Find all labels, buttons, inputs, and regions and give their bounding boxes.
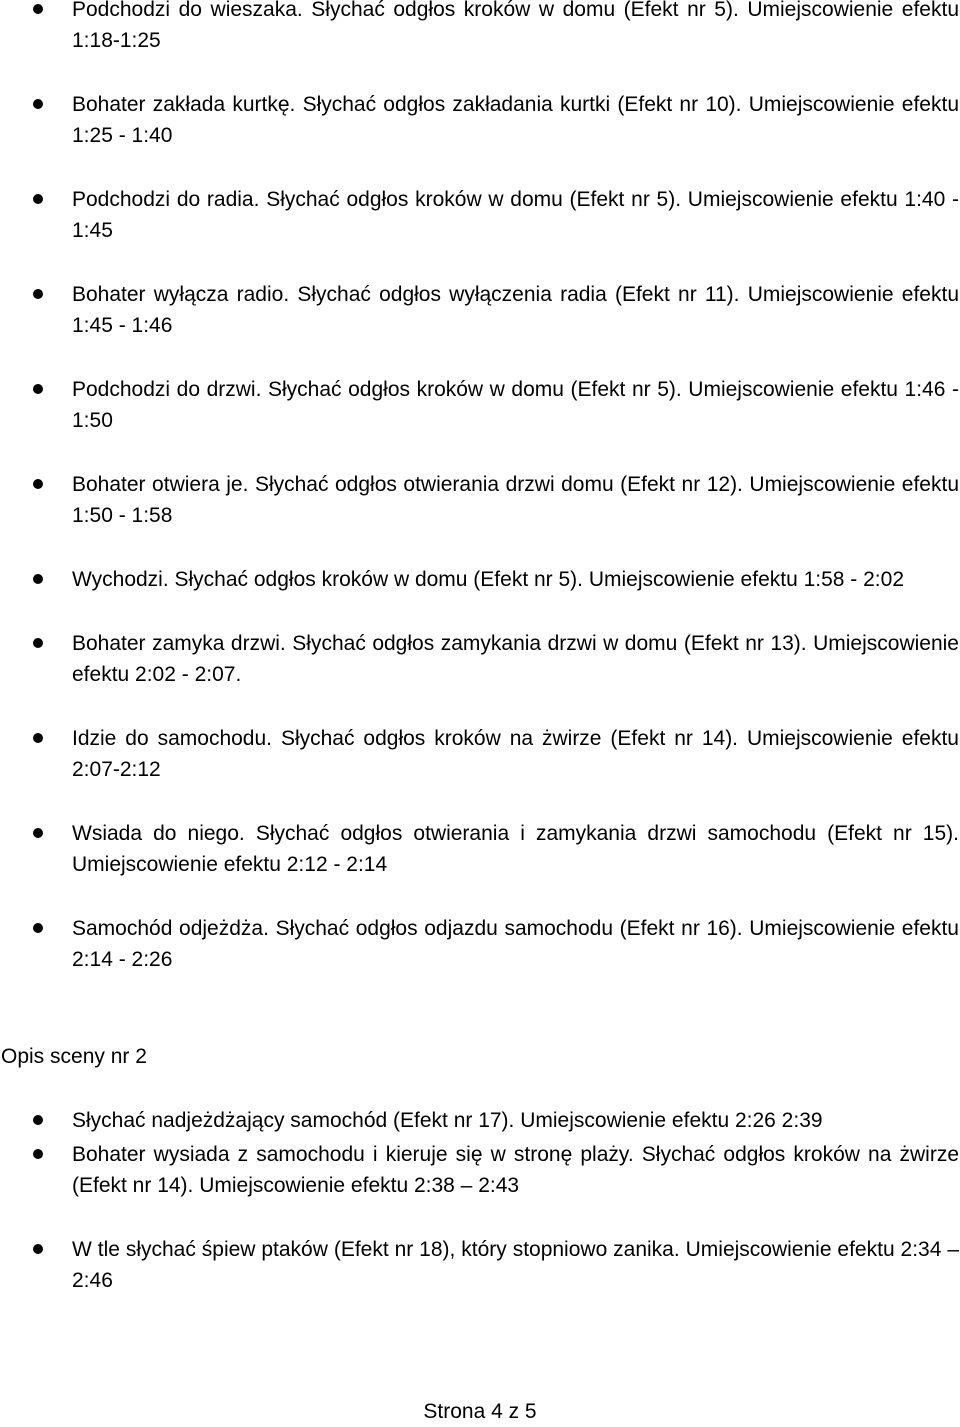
list-item-text: Samochód odjeżdża. Słychać odgłos odjazdu samochodu (Efekt nr 16). Umiejscowienie efektu 2:14 - 2:26 [72,917,959,971]
bullet-icon [33,479,43,489]
bullet-icon [33,733,43,743]
page-footer [0,1396,960,1427]
list-item [0,89,959,151]
section-heading: Opis sceny nr 2 [1,1045,147,1068]
list-item-text: Bohater otwiera je. Słychać odgłos otwierania drzwi domu (Efekt nr 12). Umiejscowienie efektu 1:50 - 1:58 [72,473,959,527]
bullet-icon [33,1149,43,1159]
list-item-text: Wsiada do niego. Słychać odgłos otwierania i zamykania drzwi samochodu (Efekt nr 15). Umiejscowienie efektu 2:12 - 2:14 [72,822,959,876]
list-item [0,184,959,246]
list-item [0,913,959,975]
list-item [0,1139,959,1201]
bullet-icon [33,1244,43,1254]
page-number: Strona 4 z 5 [423,1400,537,1423]
list-item-text: Wychodzi. Słychać odgłos kroków w domu (Efekt nr 5). Umiejscowienie efektu 1:58 - 2:02 [72,568,905,591]
list-item-text: Podchodzi do drzwi. Słychać odgłos kroków w domu (Efekt nr 5). Umiejscowienie efektu 1:46 - 1:50 [72,378,959,432]
list-item [0,374,959,436]
list-item-text: Podchodzi do wieszaka. Słychać odgłos kroków w domu (Efekt nr 5). Umiejscowienie efektu 1:18-1:25 [72,0,959,52]
list-item-text: Słychać nadjeżdżający samochód (Efekt nr 17). Umiejscowienie efektu 2:26 2:39 [72,1109,823,1132]
list-item-text: Bohater zamyka drzwi. Słychać odgłos zamykania drzwi w domu (Efekt nr 13). Umiejscowienie efektu 2:02 - 2:07. [72,632,959,686]
list-item-text: Podchodzi do radia. Słychać odgłos kroków w domu (Efekt nr 5). Umiejscowienie efektu 1:40 - 1:45 [72,188,959,242]
bullet-icon [33,574,43,584]
list-item [0,1234,959,1296]
bullet-icon [33,1115,43,1125]
list-item-text: Idzie do samochodu. Słychać odgłos kroków na żwirze (Efekt nr 14). Umiejscowienie efektu 2:07-2:12 [72,727,959,781]
list-item [0,1105,959,1136]
list-item-text: Bohater zakłada kurtkę. Słychać odgłos zakładania kurtki (Efekt nr 10). Umiejscowienie efektu 1:25 - 1:40 [72,93,959,147]
bullet-icon [33,923,43,933]
list-item [0,628,959,690]
list-item [0,723,959,785]
bullet-icon [33,194,43,204]
list-item [0,469,959,531]
bullet-icon [33,4,43,14]
bullet-icon [33,289,43,299]
bullet-icon [33,638,43,648]
list-item [0,0,959,56]
bullet-icon [33,99,43,109]
list-item [0,818,959,880]
scene-2-effect-list [0,1105,960,1296]
bullet-icon [33,384,43,394]
list-item [0,279,959,341]
bullet-icon [33,828,43,838]
list-item-text: Bohater wysiada z samochodu i kieruje się w stronę plaży. Słychać odgłos kroków na żwirze (Efekt nr 14). Umiejscowienie efektu 2:38 – 2:43 [72,1143,959,1197]
list-item-text: Bohater wyłącza radio. Słychać odgłos wyłączenia radia (Efekt nr 11). Umiejscowienie efektu 1:45 - 1:46 [72,283,959,337]
list-item-text: W tle słychać śpiew ptaków (Efekt nr 18), który stopniowo zanika. Umiejscowienie efektu 2:34 – 2:46 [72,1238,959,1292]
list-item [0,564,959,595]
